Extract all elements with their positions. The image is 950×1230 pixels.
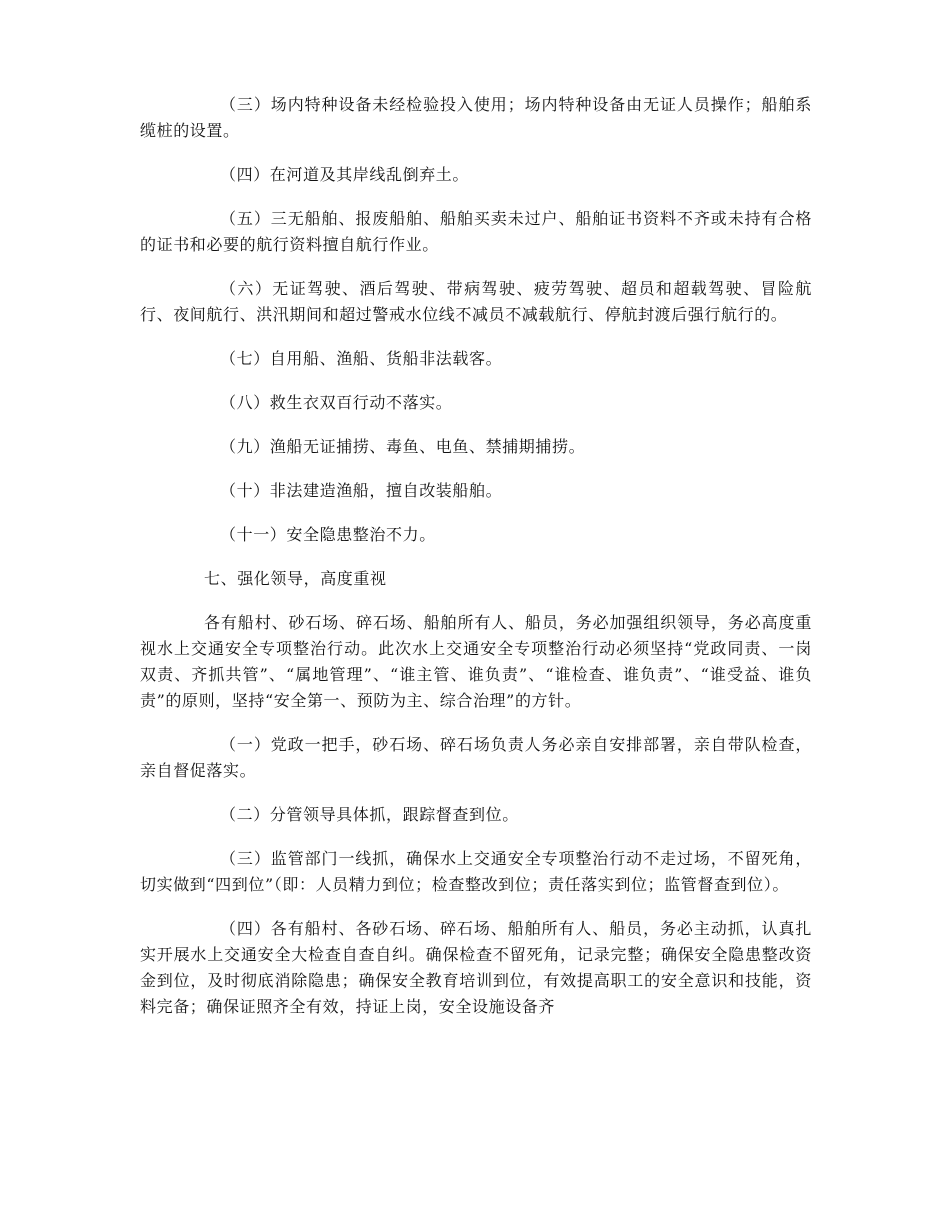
section-heading-seven: 七、强化领导，高度重视 xyxy=(204,569,387,588)
leadership-item-2: （二）分管领导具体抓，跟踪督查到位。 xyxy=(220,805,519,824)
section-intro-paragraph: 各有船村、砂石场、碎石场、船舶所有人、船员，务必加强组织领导，务必高度重视水上交通安全专项整治行动。此次水上交通安全专项整治行动必须坚持“党政同责、一岗双责、齐抓共管”、“属地管理”、“谁主管、谁负责”、“谁检查、谁负责”、“谁受益、谁负责”的原则，坚持“安全第一、预防为主、综合治理”的方针。 xyxy=(140,613,812,710)
paragraph-item-7: （七）自用船、渔船、货船非法载客。 xyxy=(220,349,503,368)
paragraph-item-8: （八）救生衣双百行动不落实。 xyxy=(220,393,453,412)
document-body xyxy=(140,92,812,1020)
paragraph-item-11: （十一）安全隐患整治不力。 xyxy=(220,525,436,544)
paragraph-item-10: （十）非法建造渔船，擅自改装船舶。 xyxy=(220,481,503,500)
leadership-item-1: （一）党政一把手，砂石场、碎石场负责人务必亲自安排部署，亲自带队检查，亲自督促落实。 xyxy=(140,735,812,780)
paragraph-item-3: （三）场内特种设备未经检验投入使用；场内特种设备由无证人员操作；船舶系缆桩的设置。 xyxy=(140,95,812,140)
paragraph-item-6: （六）无证驾驶、酒后驾驶、带病驾驶、疲劳驾驶、超员和超载驾驶、冒险航行、夜间航行、洪汛期间和超过警戒水位线不减员不减载航行、停航封渡后强行航行的。 xyxy=(140,279,812,324)
paragraph-item-4: （四）在河道及其岸线乱倒弃土。 xyxy=(220,165,470,184)
paragraph-item-9: （九）渔船无证捕捞、毒鱼、电鱼、禁捕期捕捞。 xyxy=(220,437,586,456)
leadership-item-3: （三）监管部门一线抓，确保水上交通安全专项整治行动不走过场，不留死角，切实做到“四到位”（即：人员精力到位；检查整改到位；责任落实到位；监管督查到位）。 xyxy=(140,849,812,894)
paragraph-item-5: （五）三无船舶、报废船舶、船舶买卖未过户、船舶证书资料不齐或未持有合格的证书和必要的航行资料擅自航行作业。 xyxy=(140,209,812,254)
leadership-item-4: （四）各有船村、各砂石场、碎石场、船舶所有人、船员，务必主动抓，认真扎实开展水上交通安全大检查自查自纠。确保检查不留死角，记录完整；确保安全隐患整改资金到位，及时彻底消除隐患；确保安全教育培训到位，有效提高职工的安全意识和技能，资料完备；确保证照齐全有效，持证上岗，安全设施设备齐 xyxy=(140,919,812,1016)
